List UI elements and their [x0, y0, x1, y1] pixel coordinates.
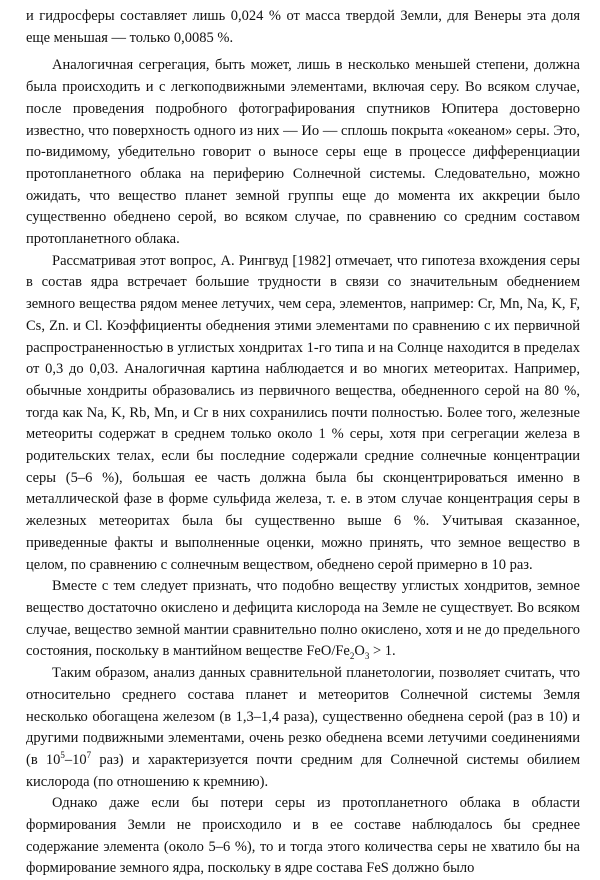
paragraph-3: Рассматривая этот вопрос, А. Рингвуд [1982] отмечает, что гипотеза вхождения серы в состав ядра встречает большие трудности в связи со значительным обеднением земного вещества рядом менее летучих, чем сера, элементов, например: Cr, Mn, Na, K, F, Cs, Zn. и Cl. Коэффициенты обеднения этими элементами по сравнению с их первичной распространенностью в углистых хондритах 1-го типа и на Солнце находится в пределах от 0,3 до 0,03. Аналогичная картина наблюдается и во многих метеоритах. Например, обычные хондриты образовались из первичного вещества, обедненного серой на 80 %, тогда как Na, K, Rb, Mn, и Cr в них сохранились почти полностью. Более того, железные метеориты содержат в среднем только около 1 % серы, хотя при сегрегации железа в родительских телах, если бы последние содержали средние солнечные концентрации серы (5–6 %), большая ее часть должна была бы сконцентрироваться именно в металлической фазе в форме сульфида железа, т. е. в этом случае концентрация серы в железных метеоритах была бы существенно выше 6 %. Учитывая сказанное, приведенные факты и выполненные оценки, можно принять, что земное вещество в целом, по сравнению с солнечным веществом, обеднено серой примерно в 10 раз. — [26, 252, 580, 573]
paragraph-2: Аналогичная сегрегация, быть может, лишь в несколько меньшей степени, должна была происходить и с легкоподвижными элементами, включая серу. Во всяком случае, после проведения подробного фотографирования спутников Юпитера достоверно известно, что поверхность одного из них — Ио — сплошь покрыта «океаном» серы. Это, по-видимому, убедительно говорит о выносе серы еще в процессе дифференциации протопланетного облака на периферию Солнечной системы. Следовательно, можно ожидать, что вещество планет земной группы еще до момента их аккреции было существенно обеднено серой, во всяком случае, по сравнению со средним составом протопланетного облака. — [26, 57, 580, 248]
paragraph-1: и гидросферы составляет лишь 0,024 % от масса твердой Земли, для Венеры эта доля еще меньшая — только 0,0085 %. — [26, 8, 580, 46]
paragraph-5-text: Таким образом, анализ данных сравнительной планетологии, позволяет считать, что относительно среднего состава планет и метеоритов Солнечной системы Земля несколько обогащена железом (в 1,3–1,4 раза), существенно обеднена серой (раз в 10) и другими подвижными элементами, очень резко обеднена всеми летучими соединениями (в 10 — [26, 665, 580, 768]
exponent: 7 — [86, 750, 92, 761]
paragraph-4: Вместе с тем следует признать, что подобно веществу углистых хондритов, земное вещество достаточно окислено и дефицита кислорода на Земле не существует. Во всяком случае, вещество земной мантии сравнительно полно окислено, хотя и не до предельного состояния, поскольку в мантийном веществе FeO/$Fe_2O_3 > 1$. — [26, 578, 580, 662]
paragraph-4-text: Вместе с тем следует признать, что подобно веществу углистых хондритов, земное вещество достаточно окислено и дефицита кислорода на Земле не существует. Во всяком случае, вещество земной мантии сравнительно полно окислено, хотя и не до предельного состояния, поскольку в мантийном веществе — [26, 578, 580, 660]
exponent: 5 — [60, 750, 65, 761]
document-page — [26, 6, 580, 880]
oxide-ratio-formula: FeO/$Fe_2O_3$ — [306, 643, 370, 662]
paragraph-6: Однако даже если бы потери серы из протопланетного облака в области формирования Земли не происходило и в ее составе наблюдалось бы среднее содержание элемента (около 5–6 %), то и тогда этого количества серы не хватило бы на формирование земного ядра, поскольку в ядре состава FeS должно было — [26, 795, 580, 877]
paragraph-5: Таким образом, анализ данных сравнительной планетологии, позволяет считать, что относительно среднего состава планет и метеоритов Солнечной системы Земля несколько обогащена железом (в 1,3–1,4 раза), существенно обеднена серой (раз в 10) и другими подвижными элементами, очень резко обеднена всеми летучими соединениями (в $10^5-10^7$ раз) и характеризуется почти средним для Солнечной системы обилием кислорода (по отношению к кремнию). — [26, 665, 580, 790]
